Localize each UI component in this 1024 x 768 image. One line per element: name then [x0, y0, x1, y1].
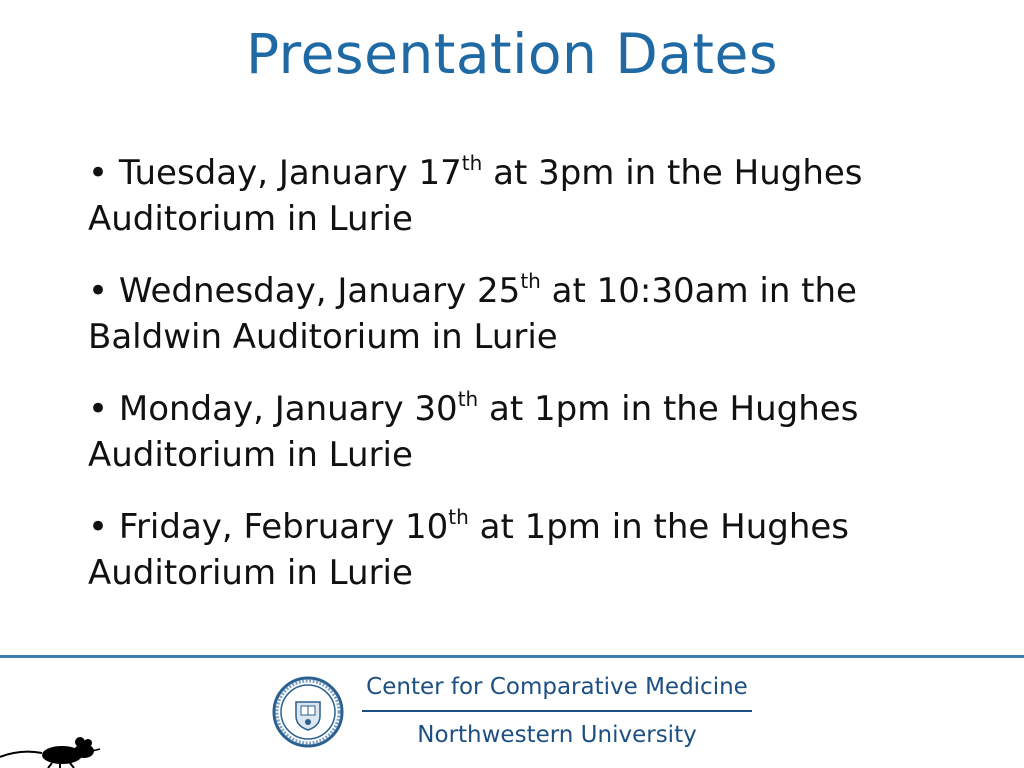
footer-university-name: Northwestern University [417, 722, 697, 748]
bullet-details: at 1pm in the Hughes Auditorium in Lurie [88, 389, 859, 475]
bullet-details: at 10:30am in the Baldwin Auditorium in Lurie [88, 271, 857, 357]
footer-rule [0, 655, 1024, 658]
bullet-marker: • [88, 153, 109, 193]
ordinal-suffix: th [461, 151, 483, 175]
bullet-item [88, 150, 968, 242]
bullet-marker: • [88, 507, 109, 547]
bullet-item [88, 268, 968, 360]
bullet-date: Wednesday, January 25 [118, 271, 521, 311]
ordinal-suffix: th [448, 505, 469, 529]
mouse-icon [0, 733, 110, 768]
footer-org-name: Center for Comparative Medicine [366, 674, 748, 700]
bullet-details: at 1pm in the Hughes Auditorium in Lurie [88, 507, 850, 593]
bullet-item [88, 504, 968, 596]
footer-divider [362, 710, 752, 712]
ordinal-suffix: th [457, 387, 479, 411]
bullet-details: at 3pm in the Hughes Auditorium in Lurie [88, 153, 863, 239]
slide-title: Presentation Dates [245, 22, 778, 86]
bullet-marker: • [88, 389, 109, 429]
university-seal-icon [272, 676, 344, 748]
bullet-date: Friday, February 10 [118, 507, 449, 547]
bullet-date: Tuesday, January 17 [118, 153, 462, 193]
bullet-list [88, 150, 968, 622]
ordinal-suffix: th [520, 269, 541, 293]
bullet-item [88, 386, 968, 478]
bullet-marker: • [88, 271, 109, 311]
bullet-date: Monday, January 30 [118, 389, 458, 429]
